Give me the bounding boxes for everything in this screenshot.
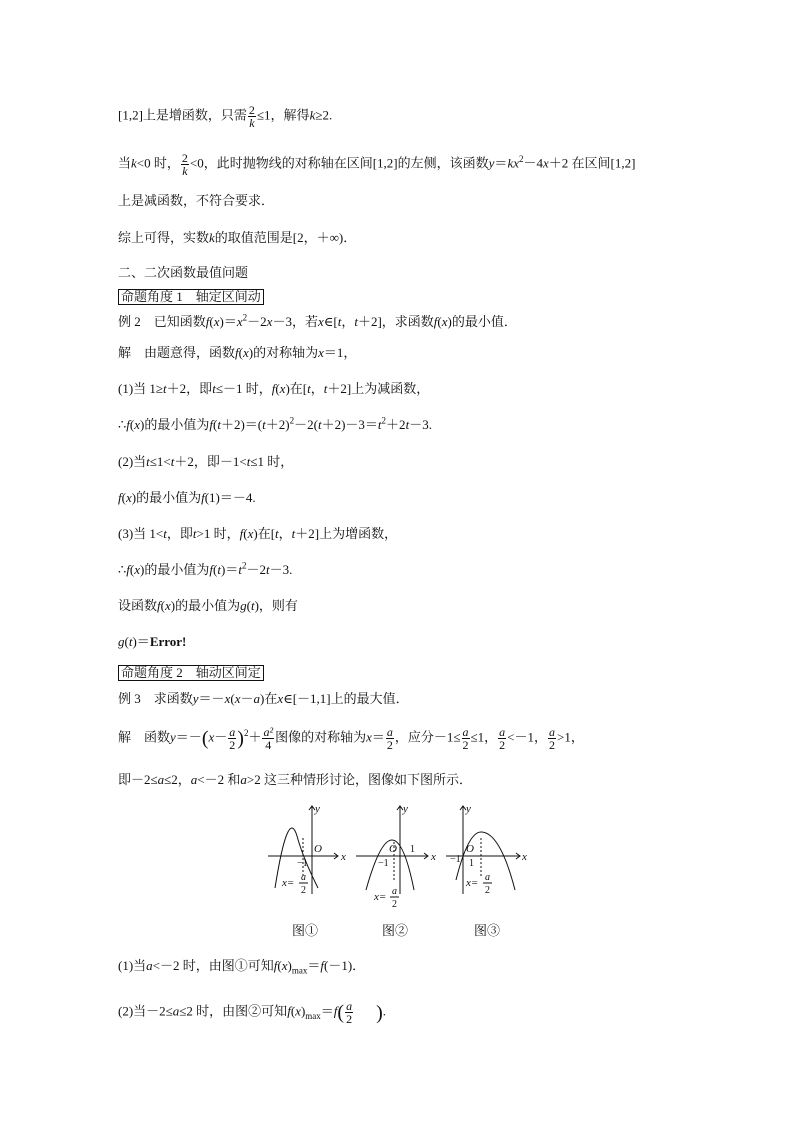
solution-line-5: f(x)的最小值为f(1)＝－4. <box>118 490 256 505</box>
text-line-4: 综上可得，实数k的取值范围是[2，＋∞)． <box>118 230 357 245</box>
svg-text:2: 2 <box>485 885 490 896</box>
caption-figure-1: 图① <box>292 923 319 938</box>
solution-line-1: 解 由题意得，函数f(x)的对称轴为x＝1， <box>118 345 357 360</box>
topic-box-2: 命题角度 2 轴动区间定 <box>118 665 264 681</box>
svg-text:x=: x= <box>466 877 479 889</box>
error-text: Error! <box>149 634 187 649</box>
svg-text:x: x <box>431 851 436 863</box>
svg-text:O: O <box>466 843 474 855</box>
svg-text:2: 2 <box>392 899 397 910</box>
caption-figure-3: 图③ <box>474 923 501 938</box>
example-2: 例 2 已知函数$f(x)=x^2-2x-3$，若x∈[t，t＋2]，求函数f(x)的最小值． <box>118 312 517 329</box>
solution-line-2: (1)当 1≥t＋2，即t≤－1 时，f(x)在[t，t＋2]上为减函数， <box>118 381 430 396</box>
solution-line-4: (2)当t≤1<t＋2，即－1<t≤1 时， <box>118 454 294 469</box>
svg-text:O: O <box>389 843 397 855</box>
svg-text:1: 1 <box>410 844 415 855</box>
section-heading: 二、二次函数最值问题 <box>118 265 249 280</box>
svg-text:y: y <box>466 803 471 815</box>
sym-label: x= <box>282 877 295 889</box>
axis-x-label: x <box>341 851 346 863</box>
svg-text:a: a <box>392 886 397 897</box>
example-3: 例 3 求函数y＝－x(x－a)在x∈[－1,1]上的最大值． <box>118 691 409 706</box>
svg-text:1: 1 <box>469 858 474 869</box>
solution-line-9: g(t)＝Error! <box>118 634 187 649</box>
conclusion-line-2: (2)当－2≤a≤2 时，由图②可知$f(x)_{max}=f$( $\frac{a}{2}$ ). <box>118 999 387 1026</box>
text-line-1: [1,2]上是增函数，只需 $\frac{2}{k}$ ≤1，解得k≥2. <box>118 103 333 130</box>
text-line-2: 当k<0 时， $\frac{2}{k}$ <0，此时抛物线的对称轴在区间[1,2]的左侧，该函数$y=kx^2-4x+2$ 在区间[1,2] <box>118 151 636 178</box>
svg-text:x: x <box>522 851 527 863</box>
axis-y-label: y <box>315 803 320 815</box>
solution-3-line-2: 即－2≤a≤2，a<－2 和a>2 这三种情形讨论，图像如下图所示． <box>118 772 472 787</box>
svg-text:y: y <box>403 803 408 815</box>
svg-text:x=: x= <box>374 891 387 903</box>
svg-text:2: 2 <box>301 885 306 896</box>
svg-text:a: a <box>301 872 306 883</box>
solution-line-8: 设函数f(x)的最小值为g(t)，则有 <box>118 598 298 613</box>
fraction: $\frac{2}{k}$ <box>181 151 188 178</box>
svg-text:−1: −1 <box>378 858 389 869</box>
svg-text:−1: −1 <box>450 854 461 865</box>
origin-label: O <box>314 843 322 855</box>
caption-figure-2: 图② <box>382 923 409 938</box>
text-line-3: 上是减函数，不符合要求． <box>118 193 275 208</box>
svg-text:a: a <box>485 872 490 883</box>
topic-box-1: 命题角度 1 轴定区间动 <box>118 289 264 305</box>
solution-3-line-1: 解 函数y＝－(x－ $\frac{a}{2}$ )$^2$＋ $\frac{\text{a²}}{4}$ 图像的对称轴为x＝ $\frac{a}{2}$ ，应分－1≤ $\frac{a}{2}$ ≤1， $\frac{a}{2}$ <－1， $\frac{a}{2}$ >1， <box>118 725 584 752</box>
solution-line-3: ∴f(x)的最小值为$f(t+2)=(t+2)^2-2(t+2)-3=t^2+2t-3$. <box>118 415 432 432</box>
neg-one-label: −1 <box>297 858 308 869</box>
text: [1,2]上是增函数，只需 <box>118 107 247 123</box>
conclusion-line-1: (1)当a<－2 时，由图①可知$f(x)_{max}=f(-1)$． <box>118 958 366 976</box>
solution-line-6: (3)当 1<t，即t>1 时，f(x)在[t，t＋2]上为增函数， <box>118 526 398 541</box>
fraction: $\frac{2}{k}$ <box>248 103 255 130</box>
parabola-figures <box>0 800 794 930</box>
solution-line-7: ∴f(x)的最小值为$f(t)=t^2-2t-3$. <box>118 560 293 577</box>
